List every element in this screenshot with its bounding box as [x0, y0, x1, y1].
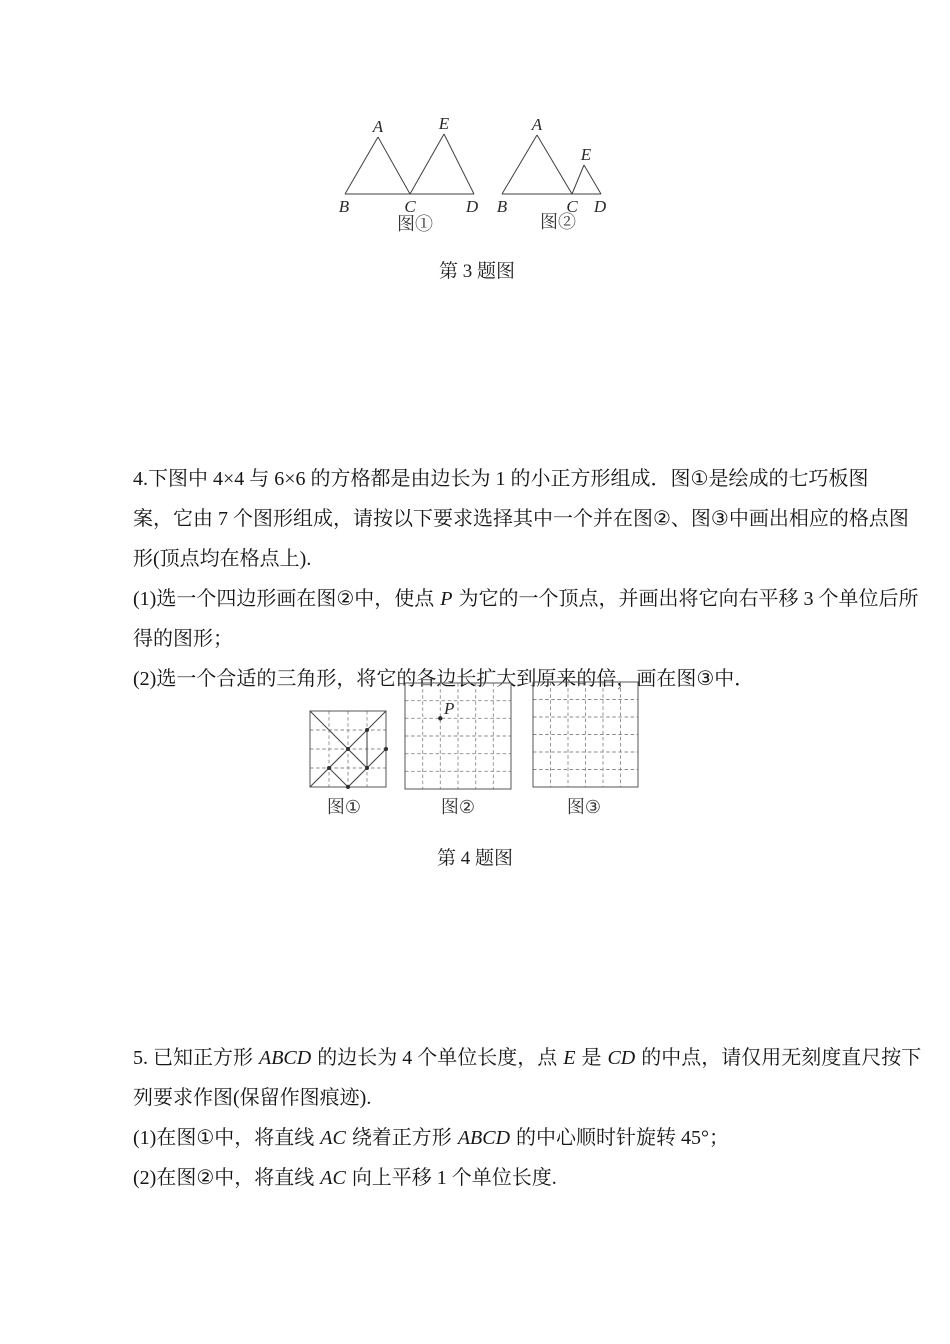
text-run: 向上平移 1 个单位长度. [346, 1167, 557, 1189]
text-line [133, 1078, 853, 1118]
empty-grid [532, 681, 639, 788]
problem-3-figure [335, 118, 615, 235]
vertex-label-B: B [338, 197, 350, 216]
vertex-label-D: D [593, 197, 607, 216]
text-line [133, 1158, 853, 1198]
text-line [133, 1038, 922, 1078]
text-run: (1)选一个四边形画在图②中，使点 [133, 588, 440, 610]
text-line [133, 499, 909, 539]
text-run: (2)在图②中，将直线 [133, 1167, 320, 1189]
text-line [133, 459, 869, 499]
text-run: 案，它由 7 个图形组成，请按以下要求选择其中一个并在图②、图③中画出相应的格点图 [133, 508, 909, 530]
point-p-dot [438, 716, 442, 720]
vertex-label-E: E [438, 118, 450, 133]
vertex-label-D: D [465, 197, 479, 216]
text-run: 绕着正方形 [346, 1127, 457, 1149]
vertex-label-A: A [372, 118, 384, 136]
problem-5-text [133, 1038, 922, 1198]
text-run: (1)在图①中，将直线 [133, 1127, 320, 1149]
problem-4-text [133, 459, 919, 699]
grid-2-caption: 图② [440, 797, 476, 817]
text-line [133, 1118, 853, 1158]
math-variable: E [563, 1047, 576, 1069]
triangle-diagram-2 [497, 118, 607, 232]
math-variable: CD [607, 1047, 636, 1069]
math-variable: P [440, 588, 453, 610]
text-run: 的边长为 4 个单位长度，点 [312, 1047, 563, 1069]
sub-figure-2-caption: 图② [540, 212, 576, 232]
grid-border [405, 683, 511, 789]
tangram-grid-figure [308, 709, 388, 789]
text-run: 的中点，请仅用无刻度直尺按下 [636, 1047, 922, 1069]
math-variable: AC [320, 1127, 346, 1149]
vertex-label-C: C [566, 197, 578, 216]
math-variable: ABCD [259, 1047, 312, 1069]
grid-3-caption: 图③ [566, 797, 602, 817]
text-run: 形(顶点均在格点上). [133, 548, 312, 570]
math-variable: ABCD [457, 1127, 511, 1149]
triangle-ABC [502, 135, 572, 194]
problem-3-figure-caption: 第 3 题图 [438, 261, 516, 282]
text-run: 的中心顺时针旋转 45°； [511, 1127, 730, 1149]
sub-figure-1-caption: 图① [397, 214, 433, 234]
problem-4-figure-caption: 第 4 题图 [436, 848, 514, 869]
vertex-label-A: A [531, 118, 543, 134]
grid-dashed-lines [533, 682, 638, 787]
grid-border [533, 682, 638, 787]
math-variable: AC [320, 1167, 346, 1189]
text-run: 列要求作图(保留作图痕迹). [133, 1087, 372, 1109]
text-run: 5. 已知正方形 [133, 1047, 258, 1069]
vertex-label-C: C [404, 197, 416, 216]
text-line [133, 539, 853, 579]
text-run: 得的图形； [133, 628, 233, 650]
text-run: 为它的一个顶点，并画出将它向右平移 3 个单位后所 [453, 588, 919, 610]
point-p-label: P [444, 699, 455, 718]
text-line [133, 579, 919, 619]
grid-1-caption: 图① [326, 797, 362, 817]
vertex-label-B: B [496, 197, 508, 216]
triangle-ABC [345, 137, 410, 194]
text-run: (2)选一个合适的三角形，将它的各边长扩大到原来的倍，画在图③中． [133, 668, 755, 690]
grid-with-point-p [404, 682, 512, 790]
triangle-ECD [572, 165, 601, 194]
text-run: 4.下图中 4×4 与 6×6 的方格都是由边长为 1 的小正方形组成．图①是绘成的七巧板图 [133, 468, 869, 490]
vertex-label-E: E [580, 145, 592, 164]
triangle-diagram-1 [339, 118, 479, 234]
grid-dashed-lines [405, 683, 511, 789]
text-run: 是 [576, 1047, 607, 1069]
triangle-ECD [410, 134, 474, 194]
text-line [133, 619, 853, 659]
